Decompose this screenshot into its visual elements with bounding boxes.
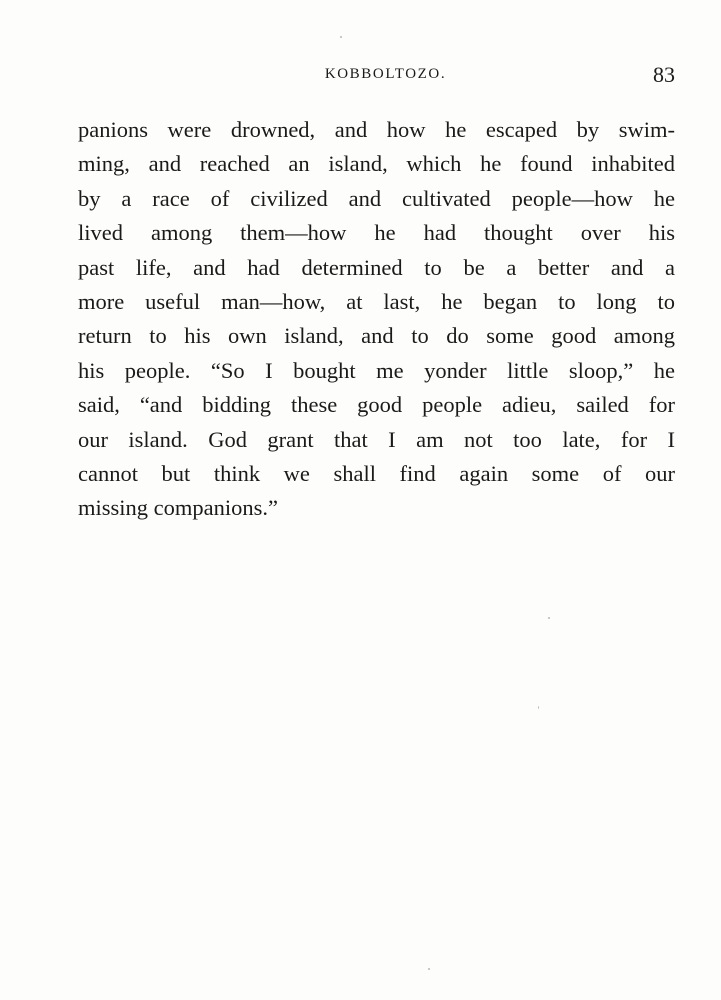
text-line: return to his own island, and to do some good among: [78, 323, 675, 349]
paper-speck: [428, 968, 430, 970]
text-line: missing companions.”: [78, 495, 278, 521]
running-title: KOBBOLTOZO.: [324, 66, 447, 82]
text-line: cannot but think we shall find again some of our: [78, 460, 675, 486]
text-line: more useful man—how, at last, he began to long to: [78, 288, 675, 314]
text-line: said, “and bidding these good people adieu, sailed for: [78, 392, 675, 418]
page-number: 83: [653, 62, 675, 87]
text-line: lived among them—how he had thought over his: [78, 220, 675, 246]
running-head: [78, 62, 675, 90]
text-line: his people. “So I bought me yonder little sloop,” he: [78, 357, 675, 383]
text-line: our island. God grant that I am not too late, for I: [78, 426, 675, 452]
paper-speck: [340, 36, 342, 38]
text-line: ming, and reached an island, which he found inhabited: [78, 151, 675, 177]
text-line: past life, and had determined to be a better and a: [78, 254, 675, 280]
text-line: by a race of civilized and cultivated people—how he: [78, 185, 675, 211]
paper-speck: [538, 706, 539, 709]
body-text: [78, 113, 675, 526]
text-line: panions were drowned, and how he escaped by swim-: [78, 117, 675, 142]
paper-speck: [548, 617, 550, 619]
